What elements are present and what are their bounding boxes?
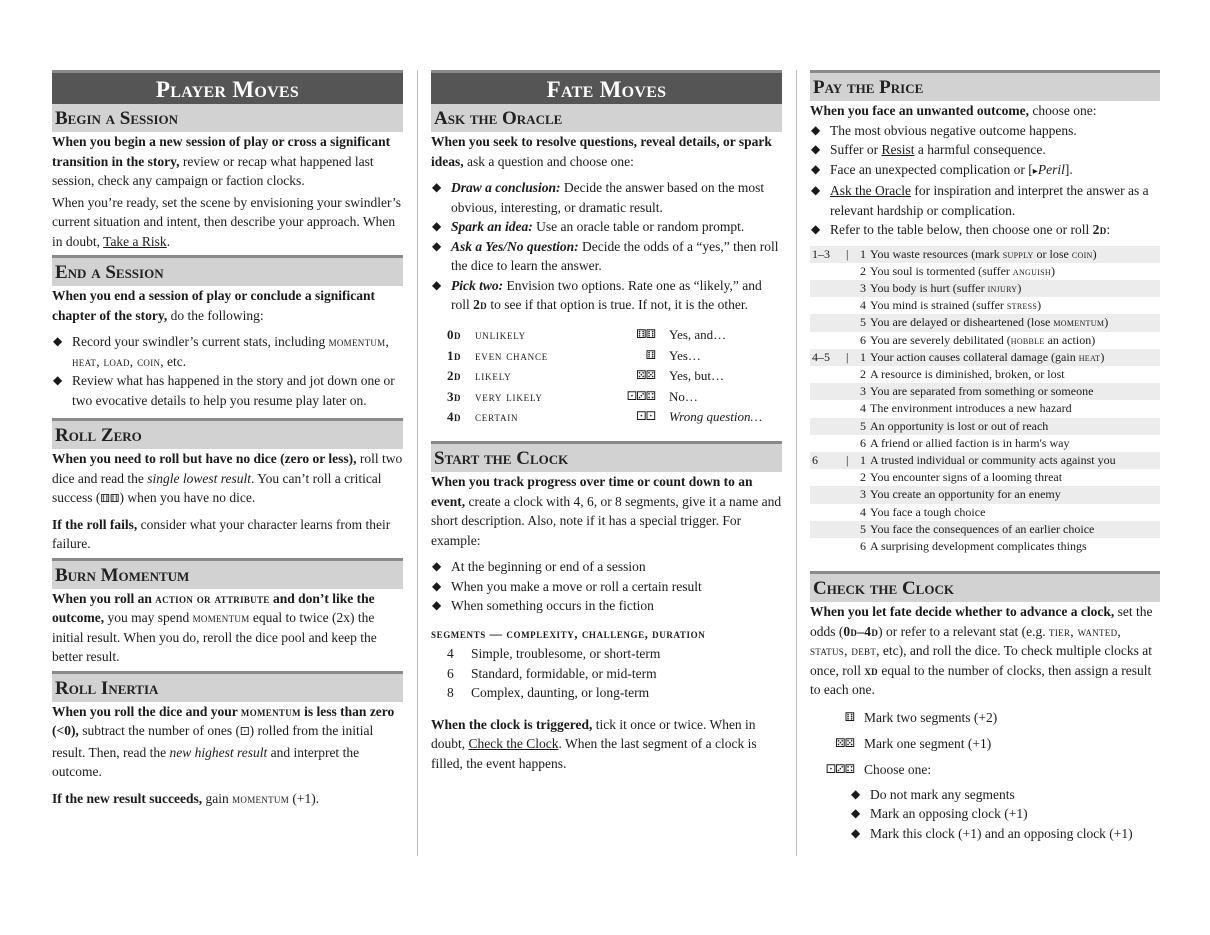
dice-icon: ⚅⚅: [636, 327, 655, 341]
odds-row: 3d very likely ⚀⚂⚃ No…: [447, 386, 782, 407]
dice-icon: ⚅: [645, 347, 655, 362]
roll-range: [810, 297, 846, 314]
roll-range: [810, 418, 846, 435]
dice-icon: ⚀⚂⚃: [626, 388, 655, 403]
clock-trigger-list: [431, 557, 782, 616]
roll-zero-heading: Roll Zero: [52, 418, 403, 449]
fate-moves-column-continued: [810, 70, 1160, 843]
roll-index: 4: [860, 401, 866, 416]
table-row: [810, 280, 1160, 297]
diamond-bullet-icon: ◆: [851, 786, 861, 801]
table-row: [810, 383, 1160, 400]
consequence-text: Your action causes collateral damage (gain heat): [870, 349, 1105, 364]
range-divider: |: [846, 349, 849, 364]
clock-result-row: ⚅ Mark two segments (+2): [810, 705, 1160, 731]
resist-link[interactable]: Resist: [881, 142, 915, 157]
table-row: [810, 486, 1160, 503]
list-item: ◆ Mark this clock (+1) and an opposing clock (+1): [850, 824, 1160, 844]
take-a-risk-link[interactable]: Take a Risk: [103, 233, 167, 249]
roll-index: 4: [860, 298, 866, 313]
table-row: [810, 314, 1160, 331]
consequence-text: An opportunity is lost or out of reach: [870, 418, 1049, 433]
dice-icon: ⚄⚄: [636, 368, 655, 382]
range-divider: [846, 366, 854, 383]
check-the-clock-text: When you let fate decide whether to advance a clock, set the odds (0d–4d) or refer to a relevant stat (e.g. tier, wanted, status, debt, etc), and roll the dice. To check multiple clocks at once, roll xd equal to the number of clocks, then assign a result to each one.: [810, 604, 1153, 698]
list-item: ◆ Draw a conclusion: Decide the answer based on the most obvious, interesting, or dramatic result.: [432, 180, 765, 215]
range-divider: [846, 280, 854, 297]
consequence-text: You are delayed or disheartened (lose momentum): [870, 315, 1109, 330]
roll-index: 2: [860, 263, 866, 278]
list-item: ◆ The most obvious negative outcome happens.: [810, 121, 1160, 141]
begin-session-text: When you begin a new session of play or cross a significant transition in the story, review or recap what happened last session, check any campaign or faction clocks.: [52, 134, 391, 188]
roll-range: [810, 280, 846, 297]
list-item: ◆ Record your swindler’s current stats, including momentum, heat, load, coin, etc.: [53, 334, 390, 369]
fate-moves-column: [431, 70, 782, 773]
diamond-bullet-icon: ◆: [811, 161, 821, 176]
dice-icon: ⚄⚄: [835, 735, 854, 750]
begin-session-heading: Begin a Session: [52, 104, 403, 132]
roll-range: 1–3: [812, 246, 830, 261]
die-icon: ⚀: [240, 726, 250, 738]
consequence-text: A friend or allied faction is in harm's way: [870, 435, 1070, 450]
odds-row: 0d unlikely ⚅⚅ Yes, and…: [447, 325, 782, 346]
diamond-bullet-icon: ◆: [432, 219, 442, 233]
range-divider: [846, 297, 854, 314]
roll-range: [810, 435, 846, 452]
range-divider: |: [846, 246, 849, 261]
range-divider: [846, 400, 854, 417]
roll-index: 6: [860, 332, 866, 347]
diamond-bullet-icon: ◆: [432, 559, 442, 573]
roll-index: 6: [860, 435, 866, 450]
oracle-options-list: [431, 178, 782, 315]
column-divider: [796, 70, 797, 856]
diamond-bullet-icon: ◆: [811, 183, 821, 197]
roll-index: 1: [860, 452, 866, 467]
table-row: [810, 504, 1160, 521]
dice-icon: ⚅⚅: [100, 493, 120, 505]
segment-row: 8 Complex, daunting, or long-term: [447, 685, 650, 700]
list-item: ◆ Spark an idea: Use an oracle table or random prompt.: [431, 217, 782, 237]
consequence-text: You face the consequences of an earlier choice: [870, 521, 1095, 536]
roll-range: [810, 366, 846, 383]
range-divider: [846, 418, 854, 435]
roll-range: [810, 383, 846, 400]
price-table: [810, 246, 1160, 556]
diamond-bullet-icon: ◆: [432, 277, 442, 292]
range-divider: [846, 504, 854, 521]
range-divider: [846, 521, 854, 538]
table-row: [810, 452, 1160, 469]
segment-row: 6 Standard, formidable, or mid-term: [447, 665, 657, 681]
dice-icon: ⚀⚀: [636, 409, 655, 423]
diamond-bullet-icon: ◆: [432, 180, 442, 194]
roll-index: 5: [860, 418, 866, 433]
table-row: [810, 366, 1160, 383]
diamond-bullet-icon: ◆: [811, 122, 821, 137]
consequence-text: A trusted individual or community acts against you: [870, 452, 1116, 467]
diamond-bullet-icon: ◆: [432, 578, 442, 593]
roll-inertia-text: When you roll the dice and your momentum is less than zero (<0), subtract the number of ones (⚀) rolled from the initial result. Then, read the new highest result and interpret the outcome.: [52, 703, 395, 779]
roll-index: 2: [860, 366, 866, 381]
list-item: ◆ At the beginning or end of a session: [431, 557, 782, 577]
table-row: [810, 418, 1160, 435]
consequence-text: You mind is strained (suffer stress): [870, 298, 1042, 313]
range-divider: [846, 383, 854, 400]
roll-index: 6: [860, 538, 866, 553]
end-session-list: [52, 332, 403, 410]
check-the-clock-heading: Check the Clock: [810, 571, 1160, 602]
ask-the-oracle-link[interactable]: Ask the Oracle: [830, 183, 911, 198]
clock-triggered-text: When the clock is triggered, tick it once or twice. When in doubt, Check the Clock. When the last segment of a clock is filled, the event happens.: [431, 716, 757, 771]
roll-index: 3: [860, 280, 866, 295]
player-moves-column: [52, 70, 403, 808]
consequence-text: A surprising development complicates things: [870, 538, 1087, 553]
list-item: ◆ Mark an opposing clock (+1): [850, 804, 1160, 824]
start-clock-text: When you track progress over time or count down to an event, create a clock with 4, 6, or 8 segments, give it a name and short description. Also, note if it has a special trigger. For example:: [431, 474, 782, 548]
dice-icon: ⚅: [844, 709, 854, 724]
diamond-bullet-icon: ◆: [811, 142, 821, 156]
roll-index: 3: [860, 384, 866, 399]
consequence-text: You waste resources (mark supply or lose coin): [870, 246, 1097, 261]
odds-row: 2d likely ⚄⚄ Yes, but…: [447, 366, 782, 387]
list-item: ◆ Suffer or Resist a harmful consequence.: [810, 140, 1160, 160]
clock-result-row: ⚀⚂⚃ Choose one:: [810, 757, 1160, 783]
table-row: [810, 263, 1160, 280]
consequence-text: A resource is diminished, broken, or lost: [870, 366, 1065, 381]
triangle-right-icon: ▸: [1032, 165, 1038, 177]
end-session-text: When you end a session of play or conclude a significant chapter of the story, do the following:: [52, 288, 376, 323]
consequence-text: You encounter signs of a looming threat: [870, 470, 1063, 485]
list-item: ◆ Pick two: Envision two options. Rate one as “likely,” and roll 2d to see if that option is true. If not, it is the other.: [432, 277, 762, 312]
range-divider: |: [846, 452, 849, 467]
clock-result-row: ⚄⚄ Mark one segment (+1): [810, 731, 1160, 757]
diamond-bullet-icon: ◆: [811, 222, 821, 236]
table-row: [810, 538, 1160, 555]
dice-icon: ⚀⚂⚃: [825, 761, 854, 776]
diamond-bullet-icon: ◆: [432, 238, 442, 253]
table-row: [810, 332, 1160, 349]
odds-row: 4d certain ⚀⚀ Wrong question…: [447, 407, 782, 428]
pay-the-price-text: When you face an unwanted outcome, choose one:: [810, 103, 1097, 118]
roll-range: 4–5: [812, 349, 830, 364]
table-row: [810, 469, 1160, 486]
ask-oracle-text: When you seek to resolve questions, reveal details, or spark ideas, ask a question and choose one:: [431, 134, 772, 169]
range-divider: [846, 538, 854, 555]
clock-results: [810, 705, 1160, 783]
consequence-text: You body is hurt (suffer injury): [870, 280, 1022, 295]
range-divider: [846, 263, 854, 280]
diamond-bullet-icon: ◆: [432, 598, 442, 612]
pay-the-price-heading: Pay the Price: [810, 70, 1160, 101]
consequence-text: You create an opportunity for an enemy: [870, 487, 1061, 502]
table-row: [810, 246, 1160, 263]
range-divider: [846, 332, 854, 349]
segments-list: [431, 644, 782, 703]
burn-momentum-text: When you roll an action or attribute and don’t like the outcome, you may spend momentum equal to twice (2x) the initial result. When you do, reroll the dice pool and keep the better result.: [52, 590, 377, 664]
list-item: ◆ Refer to the table below, then choose one or roll 2d:: [810, 220, 1160, 240]
diamond-bullet-icon: ◆: [851, 806, 861, 821]
diamond-bullet-icon: ◆: [851, 825, 861, 840]
choose-one-list: [810, 785, 1160, 844]
price-options-list: [810, 121, 1160, 240]
odds-row: 1d even chance ⚅ Yes…: [447, 345, 782, 366]
roll-range: [810, 486, 846, 503]
table-row: [810, 435, 1160, 452]
diamond-bullet-icon: ◆: [53, 334, 63, 348]
roll-range: [810, 314, 846, 331]
burn-momentum-heading: Burn Momentum: [52, 558, 403, 589]
list-item: ◆ Review what has happened in the story and jot down one or two evocative details to help you resume play later on.: [53, 373, 395, 408]
roll-zero-text-2: If the roll fails, consider what your character learns from their failure.: [52, 516, 391, 551]
roll-index: 2: [860, 470, 866, 485]
roll-range: [810, 263, 846, 280]
roll-range: [810, 538, 846, 555]
table-row: [810, 349, 1160, 366]
roll-index: 5: [860, 521, 866, 536]
consequence-text: You are separated from something or someone: [870, 384, 1094, 399]
roll-zero-text: When you need to roll but have no dice (zero or less), roll two dice and read the single lowest result. You can’t roll a critical success (⚅⚅) when you have no dice.: [52, 451, 403, 505]
ask-oracle-heading: Ask the Oracle: [431, 104, 782, 132]
roll-range: [810, 332, 846, 349]
roll-range: [810, 469, 846, 486]
table-row: [810, 521, 1160, 538]
check-the-clock-link[interactable]: Check the Clock: [468, 736, 559, 751]
roll-inertia-heading: Roll Inertia: [52, 671, 403, 702]
table-row: [810, 400, 1160, 417]
roll-index: 1: [860, 246, 866, 261]
start-clock-heading: Start the Clock: [431, 441, 782, 472]
column-divider: [417, 70, 418, 856]
segment-row: 4 Simple, troublesome, or short-term: [447, 646, 661, 661]
consequence-text: You face a tough choice: [870, 504, 986, 519]
roll-range: [810, 504, 846, 521]
begin-session-text-2: When you’re ready, set the scene by envisioning your swindler’s current situation and intent, then describe your approach. When in doubt, Take a Risk.: [52, 194, 402, 249]
roll-index: 4: [860, 504, 866, 519]
consequence-text: You soul is tormented (suffer anguish): [870, 263, 1055, 278]
roll-index: 1: [860, 349, 866, 364]
list-item: ◆ Do not mark any segments: [850, 785, 1160, 805]
player-moves-banner: Player Moves: [52, 70, 403, 104]
roll-index: 5: [860, 315, 866, 330]
list-item: ◆ Ask a Yes/No question: Decide the odds of a “yes,” then roll the dice to learn the answer.: [432, 238, 779, 273]
segments-heading: segments — complexity, challenge, duration: [431, 626, 706, 641]
range-divider: [846, 486, 854, 503]
odds-table: [447, 325, 782, 428]
range-divider: [846, 435, 854, 452]
consequence-text: You are severely debilitated (hobble an action): [870, 332, 1096, 347]
roll-inertia-text-2: If the new result succeeds, gain momentum (+1).: [52, 790, 320, 806]
range-divider: [846, 314, 854, 331]
list-item: ◆ Ask the Oracle for inspiration and interpret the answer as a relevant hardship or complication.: [811, 183, 1149, 218]
table-row: [810, 297, 1160, 314]
fate-moves-banner: Fate Moves: [431, 70, 782, 104]
range-divider: [846, 469, 854, 486]
end-session-heading: End a Session: [52, 255, 403, 286]
list-item: ◆ When something occurs in the fiction: [431, 596, 782, 616]
roll-range: [810, 521, 846, 538]
consequence-text: The environment introduces a new hazard: [870, 401, 1072, 416]
list-item: ◆ Face an unexpected complication or [▸Peril].: [810, 160, 1160, 182]
roll-index: 3: [860, 487, 866, 502]
list-item: ◆ When you make a move or roll a certain result: [431, 577, 782, 597]
diamond-bullet-icon: ◆: [53, 373, 63, 387]
roll-range: [810, 400, 846, 417]
roll-range: 6: [812, 452, 818, 467]
